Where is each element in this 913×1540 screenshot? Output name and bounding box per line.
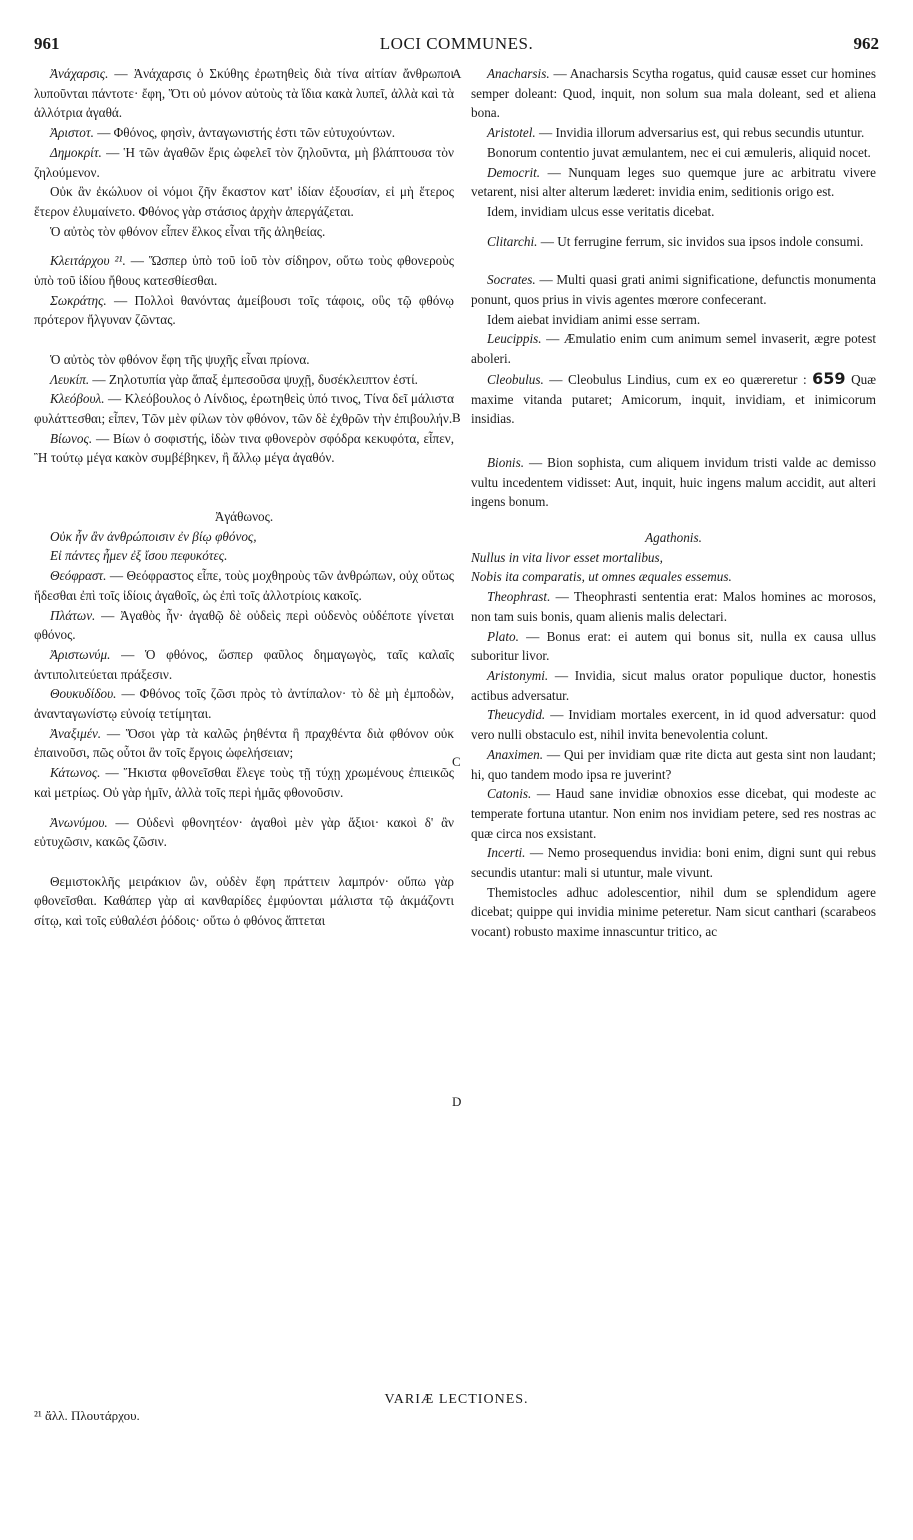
latin-entry: Bionis. — Bion sophista, cum aliquem invidum tristi valde ac demisso vultu incedentem vidisset: Aut, inquit, huic ingens malum accidit, aut alteri ingens bonum. xyxy=(471,454,876,510)
latin-entry: Democrit. — Nunquam leges suo quemque jure ac arbitratu vivere vetarent, nisi alter alterum læderet: invidia enim, seditionis origo est. xyxy=(471,164,876,200)
latin-entry: Plato. — Bonus erat: ei autem qui bonus sit, nulla ex causa ullus suboritur livor. xyxy=(471,628,876,664)
latin-entry: Theophrast. — Theophrasti sententia erat: Malos homines ac morosos, non tam suis bonis, quam alienis malis delectari. xyxy=(471,589,876,624)
latin-column xyxy=(471,64,876,942)
footnote: ²¹ ἄλλ. Πλουτάρχου. xyxy=(34,1408,140,1423)
latin-entry: Leucippis. — Æmulatio enim cum animum semel invaserit, ægre potest aboleri. xyxy=(471,331,876,367)
greek-entry: Πλάτων. — Ἀγαθὸς ἦν· ἀγαθῷ δὲ οὐδεὶς περὶ οὐδενὸς οὐδέποτε γίνεται φθόνος. xyxy=(34,607,454,643)
running-title: LOCI COMMUNES. xyxy=(379,34,534,53)
greek-entry: Ἀνάχαρσις. — Ἀνάχαρσις ὁ Σκύθης ἐρωτηθεὶς διὰ τίνα αἰτίαν ἄνθρωποι λυποῦνται πάντοτε· ἔφη, Ὅτι οὐ μόνον αὐτοὺς τὰ ἴδια κακὰ λυπεῖ, ἀλλὰ καὶ τὰ ἀλλότρια ἀγαθά. xyxy=(34,66,454,121)
greek-entry: Ἀνωνύμου. — Οὐδενὶ φθονητέον· ἀγαθοὶ μὲν γὰρ ἄξιοι· κακοὶ δ' ἂν εὐτυχῶσιν, κακῶς ζῶσιν. xyxy=(34,814,454,850)
section-letter-a: A xyxy=(452,66,462,81)
latin-entry: Theucydid. — Invidiam mortales exercent, in id quod adversatur: quod vero nulli obstaculo est, nihil invita benevolentia colunt. xyxy=(471,707,876,743)
section-letter-c: C xyxy=(452,754,461,769)
latin-poem-line: Nobis ita comparatis, ut omnes æquales essemus. xyxy=(471,569,732,585)
greek-poem-line: Εἰ πάντες ἦμεν ἐξ ἴσου πεφυκότες. xyxy=(50,548,228,564)
variae-lectiones-heading: VARIÆ LECTIONES. xyxy=(384,1392,529,1407)
greek-entry: Δημοκρίτ. — Ἡ τῶν ἀγαθῶν ἔρις ὠφελεῖ τὸν ζηλοῦντα, μὴ βλάπτουσα τὸν ζηλούμενον. xyxy=(34,144,454,180)
greek-entry: Κλειτάρχου ²¹. — Ὥσπερ ὑπὸ τοῦ ἰοῦ τὸν σίδηρον, οὕτω τοὺς φθονεροὺς ὑπὸ τοῦ ἰδίου ἤθους κατεσθίεσθαι. xyxy=(34,253,454,289)
greek-entry: Ἀναξιμέν. — Ὅσοι γὰρ τὰ καλῶς ῥηθέντα ἢ πραχθέντα διὰ φθόνον οὐκ ἐπαινοῦσι, πῶς οὗτοι ἂν τοῖς ἔργοις ὠφελήσειαν; xyxy=(34,725,454,761)
latin-entry: Anacharsis. — Anacharsis Scytha rogatus, quid causæ esset cur homines semper doleant: Quod, inquit, non solum sua mala doleant, sed et aliena bona. xyxy=(471,66,876,121)
greek-entry: Σωκράτης. — Πολλοὶ θανόντας ἀμείβουσι τοῖς τάφοις, οὓς τῷ φθόνῳ πρότερον ἤλγυναν ζῶντας. xyxy=(34,292,454,328)
greek-entry: Κάτωνος. — Ἥκιστα φθονεῖσθαι ἔλεγε τοὺς τῇ τύχῃ χρωμένους ἐπιεικῶς καὶ μετρίως. Οὐ γὰρ ἡμῖν, ἀλλὰ τοῖς περὶ ἡμᾶς φθονοῦσιν. xyxy=(34,765,454,800)
latin-entry: Themistocles adhuc adolescentior, nihil dum se splendidum agere dicebat; quippe qui invidia minime peteretur. Nam sicut canthari (scarabeos vocant) robusto maxime innascuntur tritico, ac xyxy=(471,884,876,940)
page-header xyxy=(34,34,879,60)
greek-entry: Θεόφραστ. — Θεόφραστος εἶπε, τοὺς μοχθηροὺς τῶν ἀνθρώπων, οὐχ οὕτως ἥδεσθαι ἐπὶ τοῖς ἰδίοις ἀγαθοῖς, ὡς ἐπὶ τοῖς ἀλλοτρίοις κακοῖς. xyxy=(34,568,454,603)
latin-poem-heading: Agathonis. xyxy=(645,530,702,546)
greek-entry: Θεμιστοκλῆς μειράκιον ὢν, οὐδὲν ἔφη πράττειν λαμπρόν· οὔπω γὰρ φθονεῖσθαι. Καθάπερ γὰρ αἱ κανθαρίδες ἐμφύονται μάλιστα τῷ ἀκμάζοντι σίτῳ, καὶ τοῖς εὐθαλέσι ῥόδοις· οὕτω ὁ φθόνος ἅπτεται xyxy=(34,873,454,929)
latin-entry: Idem, invidiam ulcus esse veritatis dicebat. xyxy=(487,203,715,219)
latin-entry: Aristonymi. — Invidia, sicut malus orator populique ductor, honestis actibus adversatur. xyxy=(471,667,876,703)
latin-entry: Cleobulus. — Cleobulus Lindius, cum ex eo quæreretur : 659 Quæ maxime vitanda putaret; Amicorum, inquit, invidiam, et inimicorum insidias. xyxy=(471,368,876,427)
greek-entry: Βίωνος. — Βίων ὁ σοφιστής, ἰδὼν τινα φθονερὸν σφόδρα κεκυφότα, εἶπεν, Ἢ τούτῳ μέγα κακὸν συμβέβηκεν, ἢ ἄλλῳ μέγα ἀγαθόν. xyxy=(34,430,454,466)
latin-entry: Incerti. — Nemo prosequendus invidia: boni enim, digni sunt qui rebus secundis utantur: mali si utuntur, male vivunt. xyxy=(471,845,876,881)
greek-entry: Ἀριστοτ. — Φθόνος, φησὶν, ἀνταγωνιστής ἐστι τῶν εὐτυχούντων. xyxy=(50,125,396,141)
section-letter-b: B xyxy=(452,410,461,425)
greek-entry: Οὐκ ἂν ἐκώλυον οἱ νόμοι ζῆν ἕκαστον κατ' ἰδίαν ἐξουσίαν, εἰ μὴ ἕτερος ἕτερον ἐλυμαίνετο. Φθόνος γὰρ στάσιος ἀρχὴν ἀπεργάζεται. xyxy=(34,184,454,219)
greek-entry: Κλεόβουλ. — Κλεόβουλος ὁ Λίνδιος, ἐρωτηθεὶς ὑπό τινος, Τίνα δεῖ μάλιστα φυλάττεσθαι; εἶπεν, Τῶν μὲν φίλων τὸν φθόνον, τῶν δὲ ἐχθρῶν τὴν ἐπιβουλήν. xyxy=(34,391,454,426)
margin-page-number: 659 xyxy=(812,368,846,388)
greek-entry: Ὁ αὐτὸς τὸν φθόνον εἶπεν ἕλκος εἶναι τῆς ἀληθείας. xyxy=(50,223,326,239)
section-letter-d: D xyxy=(452,1094,462,1109)
latin-entry: Catonis. — Haud sane invidiæ obnoxios esse dicebat, qui modeste ac temperate fortuna utantur. Non enim nos invidiam petere, sed res nostras ac quæ circa nos exsistant. xyxy=(471,786,876,841)
greek-entry: Λευκίπ. — Ζηλοτυπία γὰρ ἅπαξ ἐμπεσοῦσα ψυχῇ, δυσέκλειπτον ἐστί. xyxy=(50,371,418,387)
latin-entry: Anaximen. — Qui per invidiam quæ rite dicta aut gesta sint non laudant; hi, quo tandem modo ipsa re juverint? xyxy=(471,746,876,782)
latin-poem-line: Nullus in vita livor esset mortalibus, xyxy=(471,549,663,565)
greek-entry: Ἀριστωνύμ. — Ὁ φθόνος, ὥσπερ φαῦλος δημαγωγὸς, ταῖς καλαῖς ἀντιπολιτεύεται πράξεσιν. xyxy=(34,646,454,682)
latin-entry: Clitarchi. — Ut ferrugine ferrum, sic invidos sua ipsos indole consumi. xyxy=(487,233,864,249)
latin-entry: Bonorum contentio juvat æmulantem, nec ei cui æmuleris, aliquid nocet. xyxy=(487,144,871,160)
greek-entry: Ὁ αὐτὸς τὸν φθόνον ἔφη τῆς ψυχῆς εἶναι πρίονα. xyxy=(50,351,310,367)
greek-entry: Θουκυδίδου. — Φθόνος τοῖς ζῶσι πρὸς τὸ ἀντίπαλον· τὸ δὲ μὴ ἐμποδὼν, ἀνανταγωνίστῳ εὐνοίᾳ τετίμηται. xyxy=(34,686,454,722)
latin-entry: Aristotel. — Invidia illorum adversarius est, qui rebus secundis utuntur. xyxy=(487,125,865,141)
greek-column xyxy=(34,64,454,931)
latin-entry: Idem aiebat invidiam animi esse serram. xyxy=(487,311,701,327)
greek-poem-heading: Ἀγάθωνος. xyxy=(214,509,274,525)
page-number-right: 962 xyxy=(853,34,879,53)
greek-poem-line: Οὐκ ἦν ἂν ἀνθρώποισιν ἐν βίῳ φθόνος, xyxy=(50,528,257,544)
latin-entry: Socrates. — Multi quasi grati animi significatione, defunctis monumenta ponunt, quos prius in vivis agentes mœrore confecerant. xyxy=(471,272,876,308)
page-number-left: 961 xyxy=(34,34,60,53)
